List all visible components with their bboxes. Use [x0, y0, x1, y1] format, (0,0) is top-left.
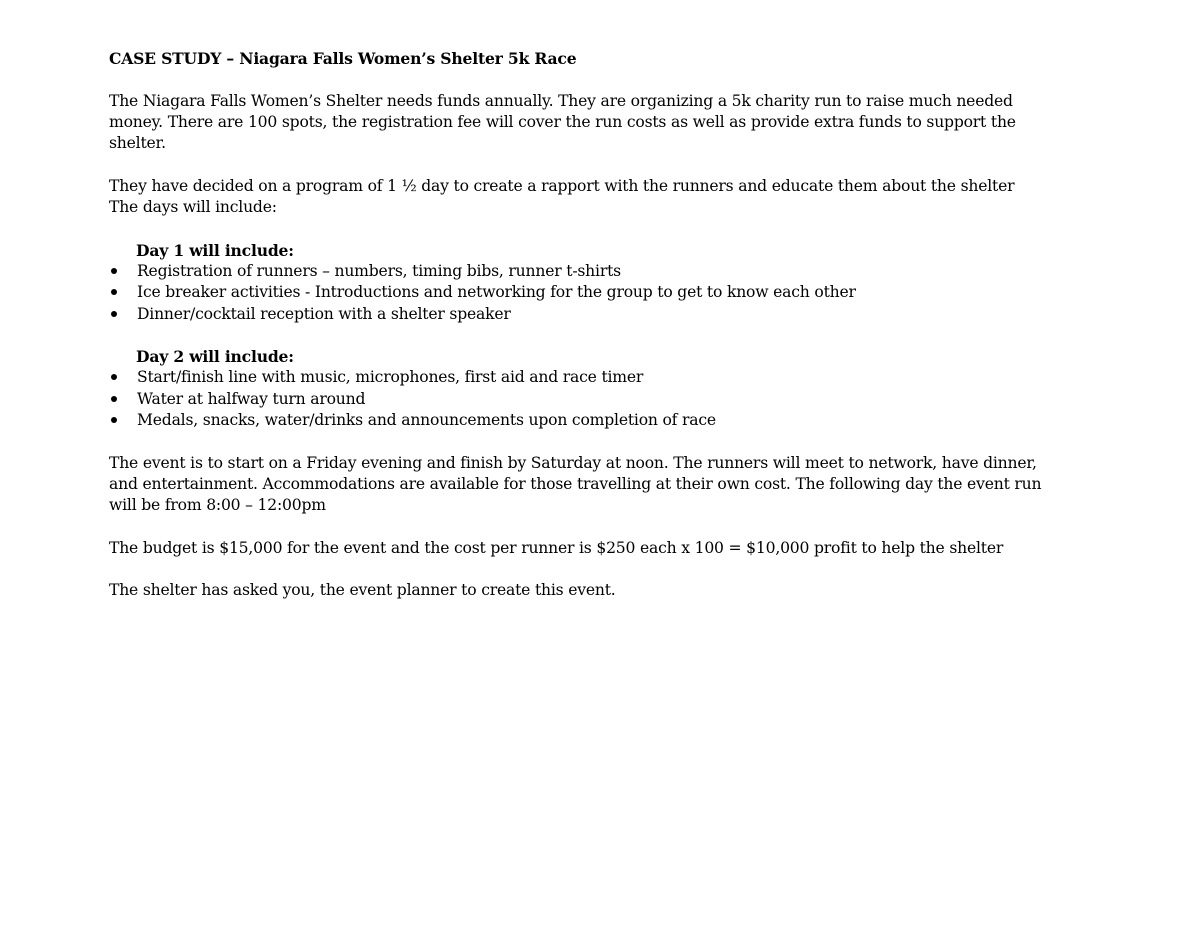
program-line: They have decided on a program of 1 ½ day to create a rapport with the runners and educate them about the shelter [109, 176, 1015, 195]
closing-paragraph [109, 580, 1069, 601]
list-item-text: Registration of runners – numbers, timing bibs, runner t-shirts [137, 261, 621, 280]
list-item-text: Ice breaker activities - Introductions and networking for the group to get to know each other [137, 283, 856, 302]
spacer [109, 154, 1069, 175]
list-item [109, 261, 1069, 282]
list-item [109, 304, 1069, 325]
bullet-icon [111, 268, 117, 274]
program-line: The days will include: [109, 198, 277, 217]
closing-line: The shelter has asked you, the event planner to create this event. [109, 581, 616, 600]
intro-paragraph [109, 91, 1069, 155]
budget-line: The budget is $15,000 for the event and the cost per runner is $250 each x 100 = $10,000 profit to help the shelter [109, 538, 1004, 557]
bullet-icon [111, 374, 117, 380]
spacer [109, 517, 1069, 538]
list-item [109, 282, 1069, 303]
list-item [109, 367, 1069, 388]
spacer [109, 218, 1069, 239]
spacer [109, 325, 1069, 346]
bullet-icon [111, 417, 117, 423]
list-item-text: Water at halfway turn around [137, 389, 366, 408]
bullet-icon [111, 289, 117, 295]
event-paragraph [109, 453, 1069, 517]
budget-paragraph [109, 538, 1069, 559]
day2-heading: Day 2 will include: [136, 347, 294, 367]
list-item-text: Start/finish line with music, microphones, first aid and race timer [137, 368, 644, 387]
list-item [109, 410, 1069, 431]
day2-section [109, 346, 1069, 367]
event-line: and entertainment. Accommodations are available for those travelling at their own cost. The following day the event run [109, 474, 1042, 493]
bullet-icon [111, 311, 117, 317]
spacer [109, 431, 1069, 452]
document-title: CASE STUDY – Niagara Falls Women’s Shelter 5k Race [109, 49, 577, 68]
day1-list [109, 261, 1069, 325]
spacer [109, 69, 1069, 90]
intro-line: money. There are 100 spots, the registration fee will cover the run costs as well as provide extra funds to support the [109, 112, 1016, 131]
event-line: The event is to start on a Friday evening and finish by Saturday at noon. The runners will meet to network, have dinner, [109, 453, 1037, 472]
event-line: will be from 8:00 – 12:00pm [109, 496, 326, 515]
day2-list [109, 367, 1069, 431]
document-page [109, 48, 1069, 602]
intro-line: The Niagara Falls Women’s Shelter needs funds annually. They are organizing a 5k charity run to raise much needed [109, 91, 1013, 110]
day1-heading: Day 1 will include: [136, 240, 294, 260]
list-item-text: Medals, snacks, water/drinks and announcements upon completion of race [137, 411, 716, 430]
day1-section [109, 240, 1069, 261]
intro-line: shelter. [109, 134, 166, 153]
spacer [109, 559, 1069, 580]
list-item [109, 389, 1069, 410]
list-item-text: Dinner/cocktail reception with a shelter speaker [137, 304, 511, 323]
bullet-icon [111, 396, 117, 402]
program-paragraph [109, 176, 1069, 219]
